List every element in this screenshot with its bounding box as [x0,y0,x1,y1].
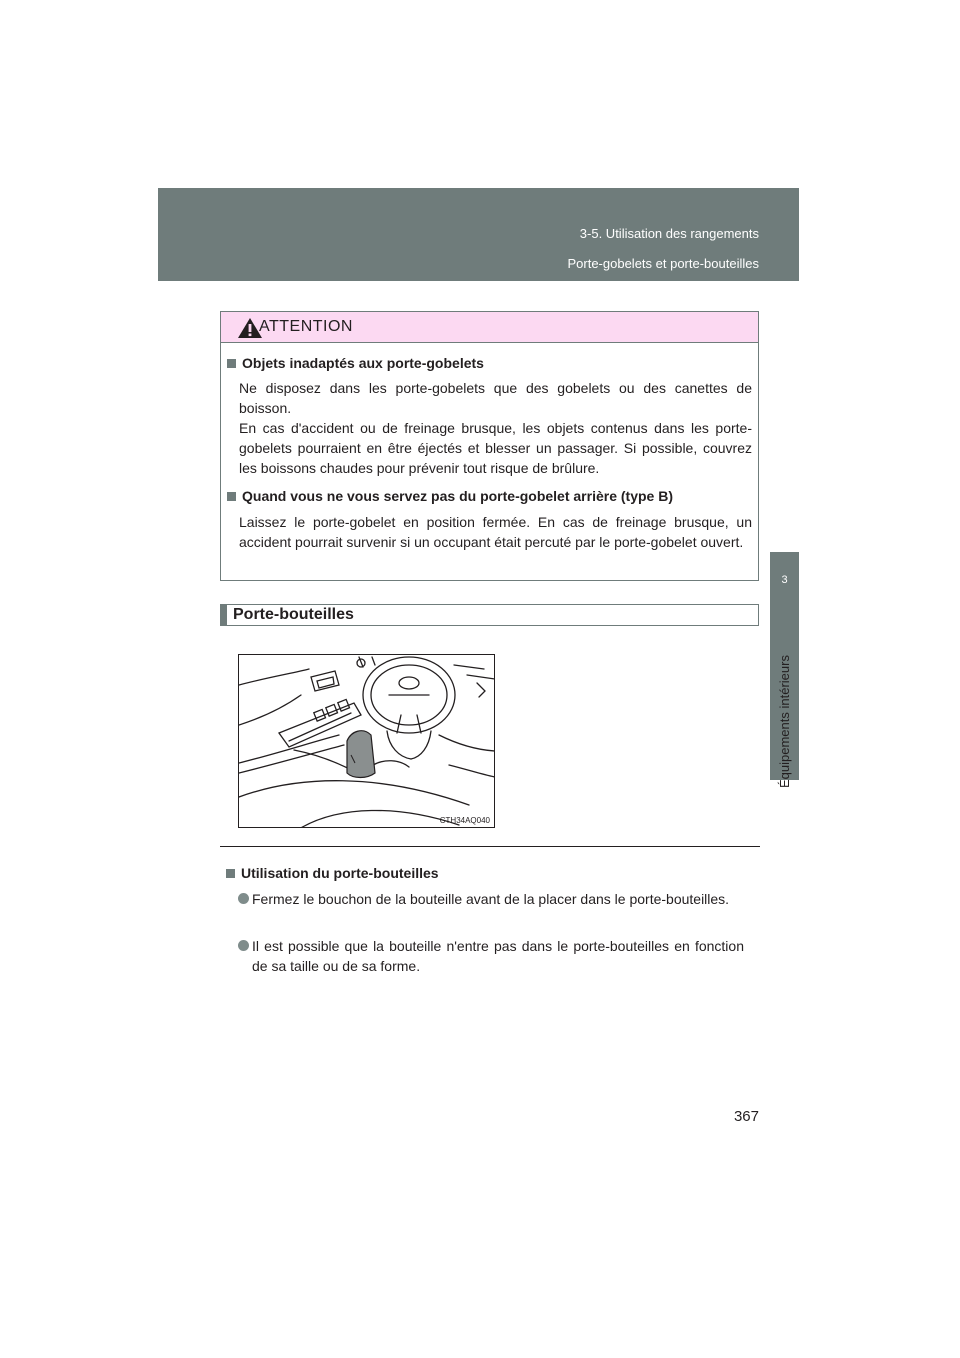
divider [220,846,760,847]
car-interior-drawing [239,655,495,828]
square-bullet-icon [226,869,235,878]
list-item: Fermez le bouchon de la bouteille avant de la placer dans le porte-bouteilles. [238,889,744,909]
bottle-holder-illustration [238,654,495,828]
list-item: Il est possible que la bouteille n'entre pas dans le porte-bouteilles en fonction de sa taille ou de sa forme. [238,936,744,976]
info-heading: Utilisation du porte-bouteilles [226,865,439,881]
caution-paragraph: En cas d'accident ou de freinage brusque, les objets contenus dans les porte-gobelets pourraient en être éjectés et blesser un passager. Si possible, couvrez les boissons chaudes pour prévenir tout risque de brûlure. [239,420,752,476]
section-accent [221,605,227,625]
page-header [158,188,799,281]
round-bullet-icon [238,893,249,904]
section-title-bar [220,604,759,626]
chapter-number: 3 [781,574,788,586]
chapter-label: Équipements intérieurs [777,655,792,788]
caution-header [221,312,758,343]
square-bullet-icon [227,359,236,368]
caution-box [220,311,759,581]
caution-paragraph: Laissez le porte-gobelet en position fermée. En cas de freinage brusque, un accident pourrait survenir si un occupant était percuté par le porte-gobelet ouvert. [239,514,752,550]
square-bullet-icon [227,492,236,501]
round-bullet-icon [238,940,249,951]
caution-heading-1: Objets inadaptés aux porte-gobelets [225,355,484,371]
section-title: Porte-bouteilles [233,606,354,623]
caution-label: ATTENTION [259,318,353,335]
caution-paragraph: Ne disposez dans les porte-gobelets que des gobelets ou des canettes de boisson. [239,380,752,416]
page-number: 367 [733,1108,759,1125]
caution-heading-2: Quand vous ne vous servez pas du porte-gobelet arrière (type B) [225,488,673,504]
header-section-title: 3-5. Utilisation des rangements [579,226,759,241]
caution-body [221,343,758,580]
header-page-title: Porte-gobelets et porte-bouteilles [567,256,759,271]
illustration-code: CTH34AQ040 [439,816,490,825]
